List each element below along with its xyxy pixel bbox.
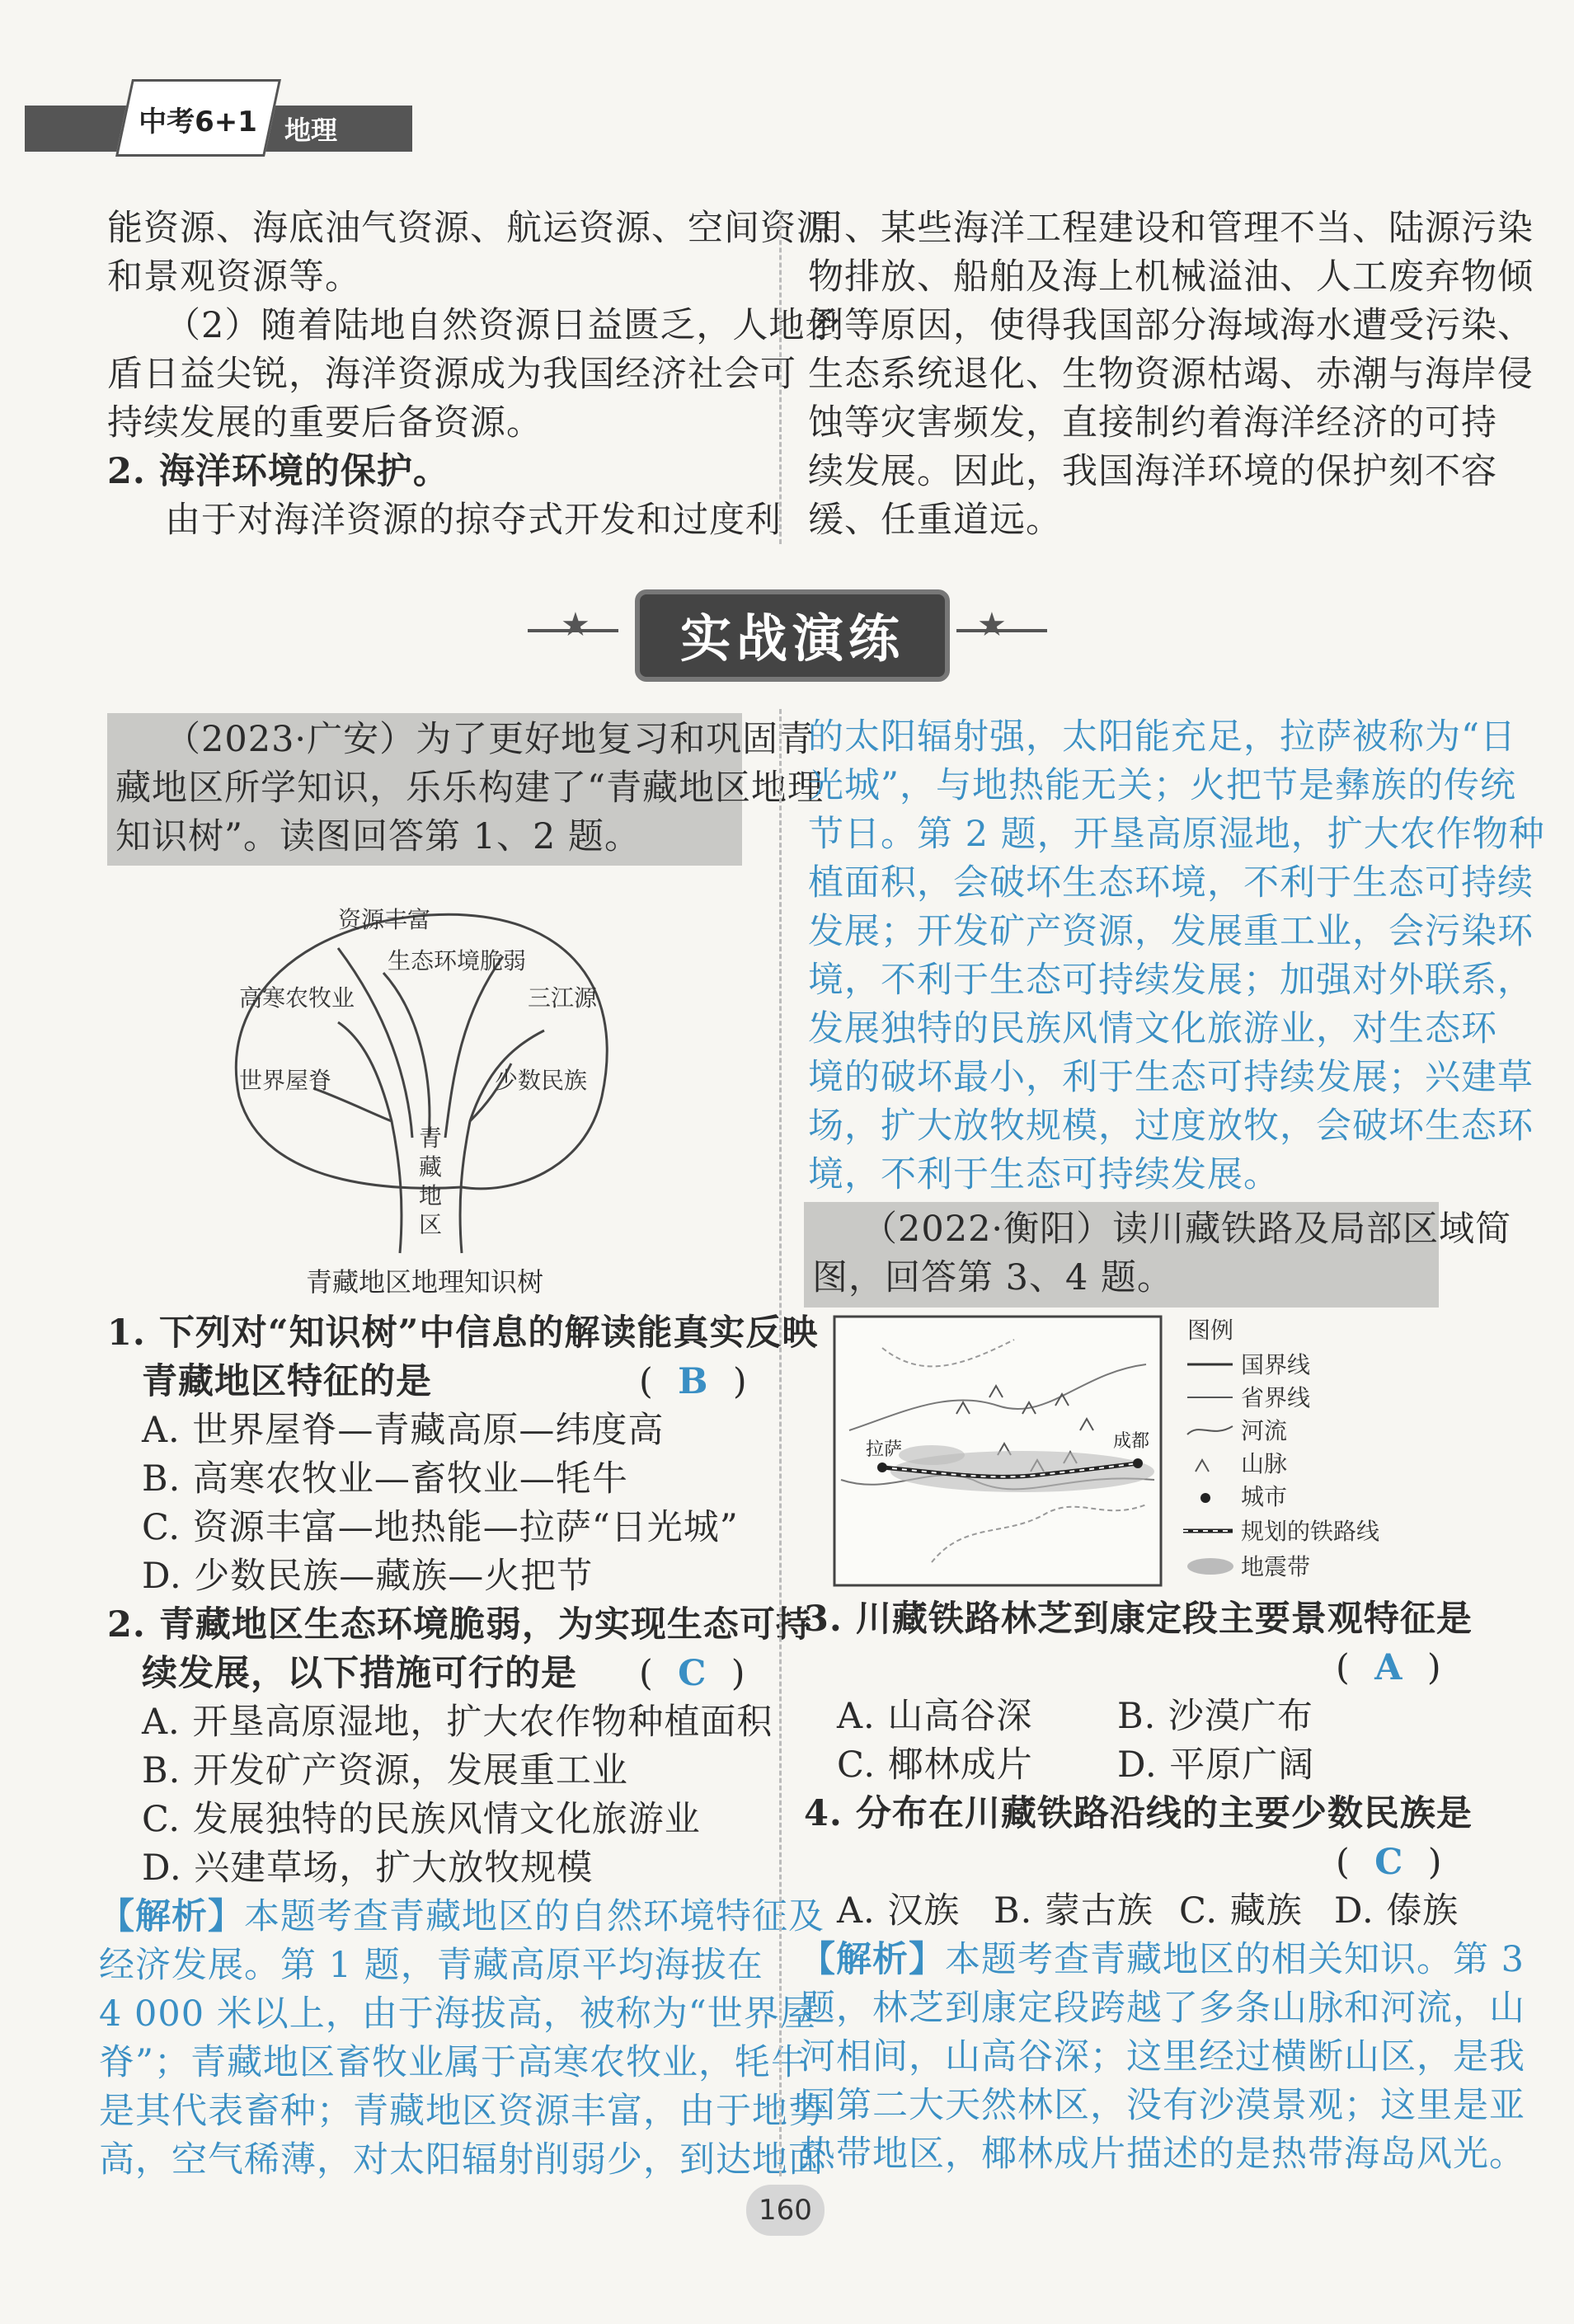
railway-map	[833, 1315, 1426, 1587]
section-heading: 2. 海洋环境的保护。	[107, 451, 449, 492]
tree-branch-label: 生态环境脆弱	[388, 947, 527, 974]
text-line: 物排放、船舶及海上机械溢油、人工废弃物倾	[808, 256, 1534, 298]
legend-item: 国界线	[1241, 1351, 1311, 1378]
option: C. 资源丰富—地热能—拉萨“日光城”	[142, 1507, 739, 1548]
intro-text	[812, 1205, 1511, 1303]
tree-branch-label: 三江源	[528, 984, 598, 1012]
section-banner-title: 实战演练	[679, 608, 904, 669]
text-line: 续发展。因此，我国海洋环境的保护刻不容	[808, 451, 1497, 492]
option: A. 汉族	[837, 1890, 961, 1932]
answer-bracket: ( B )	[639, 1361, 748, 1402]
option: B. 蒙古族	[994, 1890, 1153, 1932]
legend-item: 规划的铁路线	[1241, 1518, 1380, 1545]
question-1	[107, 1309, 818, 1601]
answer-value: A	[1374, 1647, 1403, 1688]
text-line: 缓、任重道远。	[808, 500, 1062, 541]
option: D. 平原广阔	[1117, 1744, 1315, 1786]
header-subject: 地理	[284, 115, 338, 146]
text-line: 是其代表畜种；青藏地区资源丰富，由于地势	[99, 2091, 825, 2132]
option: A. 山高谷深	[837, 1696, 1033, 1737]
column-divider	[779, 709, 782, 2176]
star-icon: ★	[977, 606, 1007, 644]
text-line: 境，不利于生态可持续发展。	[808, 1154, 1280, 1195]
text-line: 本题考查青藏地区的相关知识。第 3	[945, 1939, 1525, 1980]
legend-item: 省界线	[1241, 1384, 1311, 1411]
text-line: 藏地区所学知识，乐乐构建了“青藏地区地理	[115, 768, 824, 809]
text-line: 光城”，与地热能无关；火把节是彝族的传统	[808, 765, 1516, 806]
answer-value: C	[1374, 1842, 1404, 1883]
legend-title: 图例	[1187, 1317, 1234, 1344]
text-line: 节日。第 2 题，开垦高原湿地，扩大农作物种	[808, 814, 1545, 855]
option: B. 高寒农牧业—畜牧业—牦牛	[142, 1458, 628, 1500]
text-line: 国第二大天然林区，没有沙漠景观；这里是亚	[800, 2085, 1525, 2126]
analysis-1-continued	[808, 713, 1545, 1200]
question-4	[804, 1790, 1473, 1838]
analysis-1	[99, 1893, 825, 2185]
text-line: 生态系统退化、生物资源枯竭、赤潮与海岸侵	[808, 354, 1534, 395]
text-line: 盾日益尖锐，海洋资源成为我国经济社会可	[107, 354, 796, 395]
text-line: 蚀等灾害频发，直接制约着海洋经济的可持	[808, 402, 1497, 444]
text-line: 题，林芝到康定段跨越了多条山脉和河流，山	[800, 1988, 1525, 2029]
option: B. 沙漠广布	[1117, 1696, 1313, 1737]
question-stem: 续发展，以下措施可行的是	[142, 1653, 577, 1694]
tree-trunk-char: 青	[419, 1124, 443, 1152]
text-line: 由于对海洋资源的掠夺式开发和过度利	[165, 500, 782, 541]
text-line: （2022·衡阳）读川藏铁路及局部区域简	[862, 1209, 1512, 1250]
text-line: 图，回答第 3、4 题。	[812, 1257, 1174, 1298]
knowledge-tree-diagram	[214, 890, 643, 1270]
text-line: 脊”；青藏地区畜牧业属于高寒农牧业，牦牛	[99, 2042, 807, 2083]
answer-bracket: ( C )	[639, 1653, 746, 1694]
header-brand: 中考6+1	[139, 106, 257, 139]
answer-bracket: ( A )	[1336, 1647, 1442, 1688]
option: D. 兴建草场，扩大放牧规模	[142, 1847, 594, 1889]
tree-branch-label: 资源丰富	[338, 906, 431, 933]
text-line: 境，不利于生态可持续发展；加强对外联系，	[808, 960, 1534, 1001]
question-stem: 2. 青藏地区生态环境脆弱，为实现生态可持	[107, 1604, 812, 1646]
answer-value: B	[678, 1361, 709, 1402]
option: D. 少数民族—藏族—火把节	[142, 1556, 594, 1597]
text-line: （2023·广安）为了更好地复习和巩固青	[165, 719, 815, 760]
option: D. 傣族	[1334, 1890, 1459, 1932]
text-line: 能资源、海底油气资源、航运资源、空间资源	[107, 208, 833, 249]
text-line: 本题考查青藏地区的自然环境特征及	[244, 1896, 825, 1937]
top-left-column	[107, 204, 841, 545]
option: C. 椰林成片	[837, 1744, 1033, 1786]
analysis-tag: 【解析】	[800, 1939, 945, 1980]
page-number: 160	[746, 2185, 825, 2236]
text-line: 经济发展。第 1 题，青藏高原平均海拔在	[99, 1945, 764, 1986]
question-stem: 1. 下列对“知识树”中信息的解读能真实反映	[107, 1312, 819, 1354]
text-line: 的太阳辐射强，太阳能充足，拉萨被称为“日	[808, 716, 1516, 758]
text-line: 场，扩大放牧规模，过度放牧，会破坏生态环	[808, 1106, 1534, 1147]
tree-caption: 青藏地区地理知识树	[305, 1266, 543, 1298]
option: B. 开发矿产资源，发展重工业	[142, 1750, 628, 1791]
question-stem: 3. 川藏铁路林芝到康定段主要景观特征是	[804, 1599, 1473, 1640]
tree-trunk-char: 藏	[419, 1153, 443, 1181]
text-line: 和景观资源等。	[107, 256, 361, 298]
text-line: 倒等原因，使得我国部分海域海水遭受污染、	[808, 305, 1534, 346]
option: C. 发展独特的民族风情文化旅游业	[142, 1799, 701, 1840]
answer-bracket: ( C )	[1336, 1842, 1443, 1883]
text-line: 4 000 米以上，由于海拔高，被称为“世界屋	[99, 1993, 816, 2035]
legend-item: 城市	[1241, 1483, 1288, 1510]
column-divider	[779, 210, 782, 544]
text-line: 河相间，山高谷深；这里经过横断山区，是我	[800, 2036, 1525, 2078]
star-icon: ★	[561, 606, 590, 644]
map-city-label: 成都	[1113, 1431, 1150, 1452]
text-line: 境的破坏最小，利于生态可持续发展；兴建草	[808, 1057, 1534, 1098]
tree-trunk-char: 区	[419, 1211, 443, 1238]
text-line: 发展；开发矿产资源，发展重工业，会污染环	[808, 911, 1534, 952]
map-city-label: 拉萨	[866, 1439, 903, 1460]
analysis-tag: 【解析】	[99, 1896, 244, 1937]
tree-trunk-char: 地	[419, 1182, 443, 1209]
option: A. 世界屋脊—青藏高原—纬度高	[142, 1410, 665, 1451]
text-line: 植面积，会破坏生态环境，不利于生态可持续	[808, 862, 1534, 904]
text-line: 发展独特的民族风情文化旅游业，对生态环	[808, 1008, 1497, 1049]
intro-text	[115, 716, 824, 862]
text-line: （2）随着陆地自然资源日益匮乏，人地矛	[165, 305, 842, 346]
option: C. 藏族	[1179, 1890, 1303, 1932]
answer-value: C	[678, 1653, 707, 1694]
tree-branch-label: 世界屋脊	[239, 1067, 332, 1094]
legend-item: 地震带	[1241, 1553, 1311, 1580]
legend-item: 山脉	[1241, 1450, 1288, 1477]
text-line: 高，空气稀薄，对太阳辐射削弱少，到达地面	[99, 2139, 825, 2181]
analysis-2	[800, 1936, 1525, 2179]
legend-item: 河流	[1241, 1417, 1288, 1444]
text-line: 知识树”。读图回答第 1、2 题。	[115, 816, 641, 857]
text-line: 持续发展的重要后备资源。	[107, 402, 543, 444]
tree-branch-label: 少数民族	[495, 1067, 588, 1094]
question-stem: 4. 分布在川藏铁路沿线的主要少数民族是	[804, 1793, 1473, 1834]
question-2	[107, 1601, 812, 1893]
text-line: 热带地区，椰林成片描述的是热带海岛风光。	[800, 2134, 1525, 2175]
option: A. 开垦高原湿地，扩大农作物种植面积	[142, 1702, 773, 1743]
text-line: 用、某些海洋工程建设和管理不当、陆源污染	[808, 208, 1534, 249]
question-3	[804, 1595, 1473, 1644]
top-right-column	[808, 204, 1534, 545]
tree-branch-label: 高寒农牧业	[239, 984, 355, 1012]
question-stem: 青藏地区特征的是	[142, 1361, 432, 1402]
